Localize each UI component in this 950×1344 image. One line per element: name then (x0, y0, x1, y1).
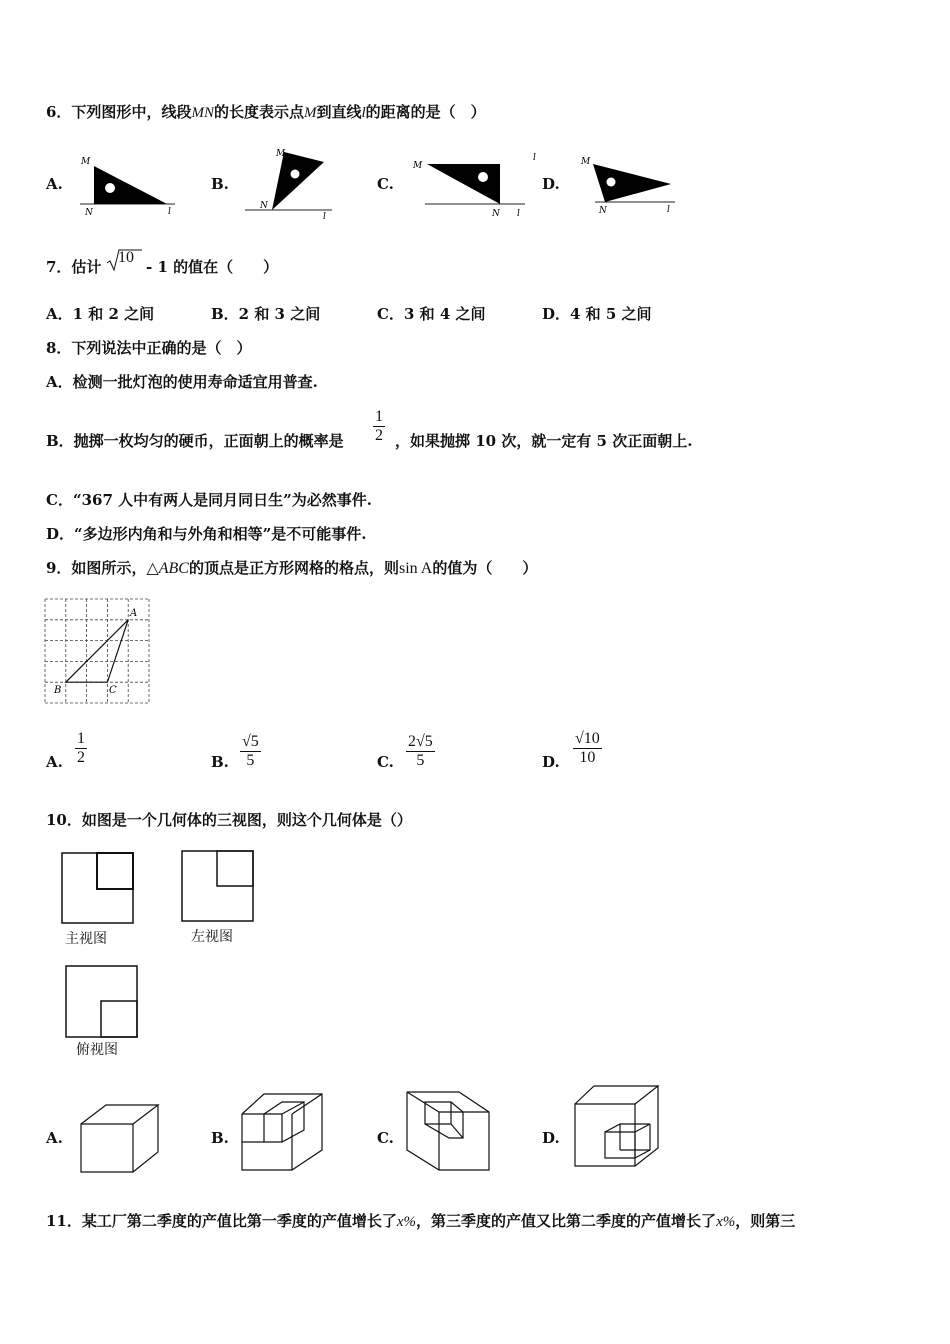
q7-radicand: 10 (118, 249, 134, 266)
q9-stem: 9．如图所示，△ABC的顶点是正方形网格的格点，则sin A的值为（ ） (46, 559, 538, 577)
q6-figure-d (575, 152, 685, 217)
svg-text:l: l (323, 212, 326, 222)
q10-option-c-solid (403, 1088, 495, 1176)
q9-option-d-label: D. (542, 753, 560, 771)
q7-stem-tail: - 1 的值在（ ） (146, 258, 279, 276)
q6-figure-b (240, 146, 340, 221)
q9-option-d-fraction: $\frac{√10}{10}$ (575, 730, 600, 766)
q9-option-b-label: B. (211, 753, 229, 771)
q9-option-c-label: C. (377, 753, 394, 771)
svg-text:A: A (130, 608, 138, 619)
q10-option-b-solid (238, 1090, 328, 1176)
svg-text:M: M (413, 161, 423, 171)
svg-text:l: l (517, 209, 520, 219)
q9-option-a-fraction: $\frac{1}{2}$ (77, 730, 85, 766)
q8-option-b-lead: B．抛掷一枚均匀的硬币，正面朝上的概率是 (46, 432, 344, 450)
left-view-figure (180, 849, 256, 923)
q7-option-c: C．3 和 4 之间 (377, 305, 486, 323)
q10-option-d-label: D. (542, 1129, 560, 1147)
q6-option-b-label: B. (211, 175, 229, 193)
q11-stem: 11．某工厂第二季度的产值比第一季度的产值增长了x%，第三季度的产值又比第二季度的产值增长了x%，则第三 (46, 1212, 796, 1230)
q9-option-b-fraction: $\frac{√5}{5}$ (242, 733, 259, 769)
q10-option-a-solid (78, 1102, 162, 1176)
q9-option-c-fraction: $\frac{2√5}{5}$ (408, 733, 433, 769)
top-view-caption: 俯视图 (76, 1042, 118, 1058)
q8-option-d: D．“多边形内角和与外角和相等”是不可能事件. (46, 525, 367, 543)
q7-stem-lead: 7．估计 (46, 258, 102, 276)
q10-option-c-label: C. (377, 1129, 394, 1147)
q6-option-d-label: D. (542, 175, 560, 193)
svg-text:M: M (81, 157, 91, 167)
q6-figure-c (405, 150, 535, 220)
left-view-caption: 左视图 (191, 929, 233, 945)
q6-option-c-label: C. (377, 175, 394, 193)
svg-text:N: N (260, 201, 268, 211)
q10-option-a-label: A. (46, 1129, 63, 1147)
q8-option-b-tail: ，如果抛掷 10 次，就一定有 5 次正面朝上. (395, 432, 693, 450)
svg-text:M: M (276, 149, 286, 159)
top-view-figure (64, 964, 140, 1040)
svg-text:N: N (599, 206, 607, 216)
front-view-figure (60, 851, 136, 925)
front-view-caption: 主视图 (65, 931, 107, 947)
q7-option-a: A．1 和 2 之间 (46, 305, 155, 323)
q8-stem: 8．下列说法中正确的是（ ） (46, 339, 252, 357)
svg-text:C: C (109, 685, 117, 696)
q7-option-b: B．2 和 3 之间 (211, 305, 321, 323)
svg-text:l: l (533, 153, 536, 163)
svg-text:l: l (168, 207, 171, 217)
q6-stem: 6．下列图形中，线段MN的长度表示点M到直线l的距离的是（ ） (46, 103, 486, 121)
q9-option-a-label: A. (46, 753, 63, 771)
q7-option-d: D．4 和 5 之间 (542, 305, 652, 323)
q8-option-c: C．“367 人中有两人是同月同日生”为必然事件. (46, 491, 372, 509)
svg-text:N: N (85, 208, 93, 218)
svg-text:M: M (581, 157, 591, 167)
q10-stem: 10．如图是一个几何体的三视图，则这个几何体是（） (46, 811, 412, 829)
svg-text:B: B (54, 685, 62, 696)
svg-text:l: l (667, 205, 670, 215)
q8-fraction-half: $\frac{1}{2}$ (375, 408, 383, 444)
q8-option-a: A．检测一批灯泡的使用寿命适宜用普查. (46, 373, 318, 391)
q10-option-b-label: B. (211, 1129, 229, 1147)
q10-option-d-solid (570, 1082, 664, 1172)
svg-text:N: N (492, 209, 500, 219)
q9-grid-figure (44, 598, 150, 704)
q6-figure-a (75, 152, 185, 217)
q6-option-a-label: A. (46, 175, 63, 193)
